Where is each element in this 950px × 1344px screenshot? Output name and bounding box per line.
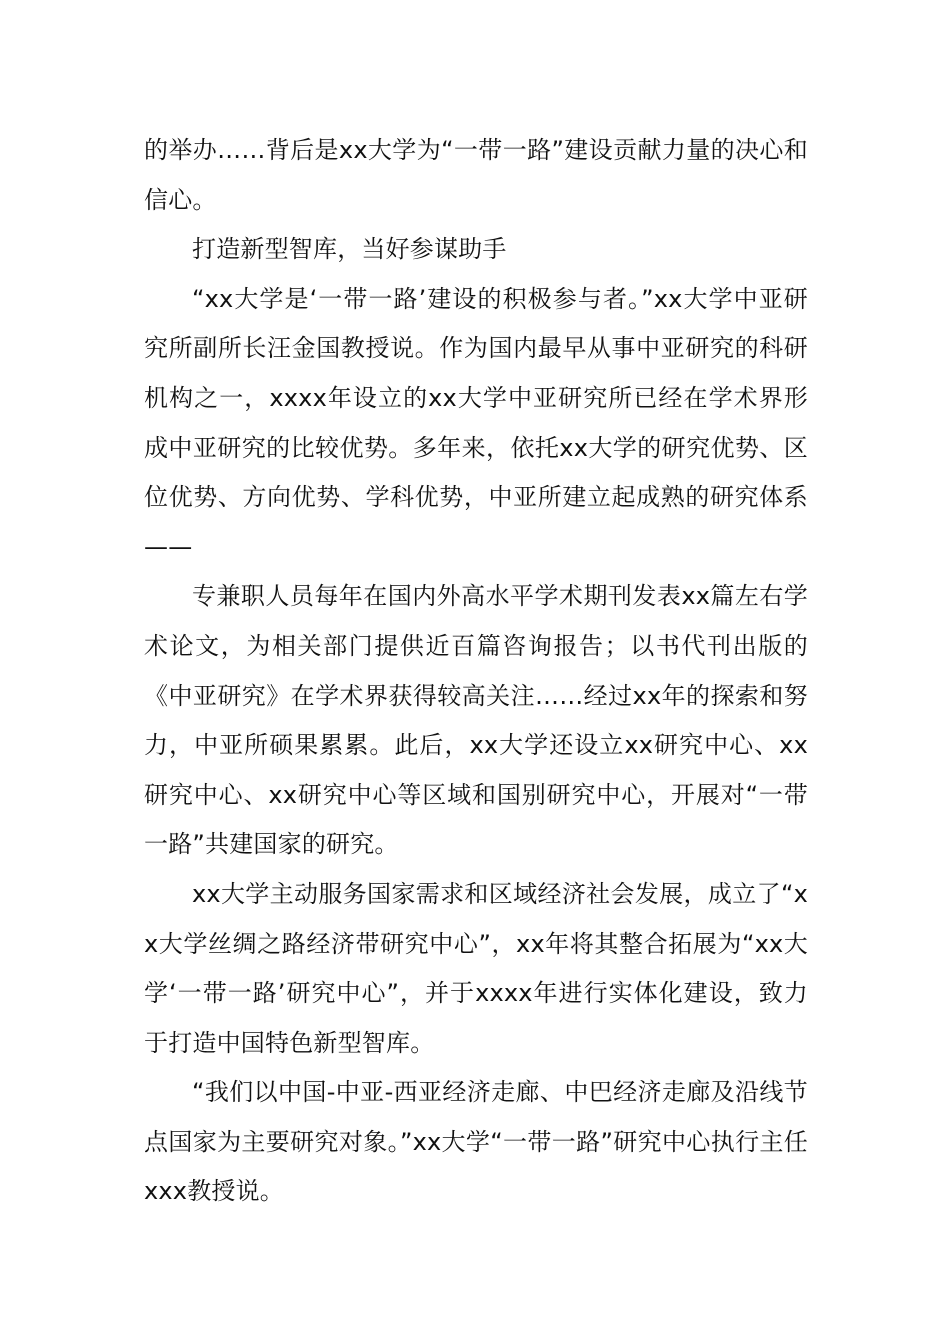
paragraph-quote: “我们以中国-中亚-西亚经济走廊、中巴经济走廊及沿线节点国家为主要研究对象。”xx大学“一带一路”研究中心执行主任xxx教授说。 — [144, 1078, 808, 1206]
paragraph-publications: 专兼职人员每年在国内外高水平学术期刊发表xx篇左右学术论文，为相关部门提供近百篇咨询报告；以书代刊出版的《中亚研究》在学术界获得较高关注……经过xx年的探索和努力，中亚所硕果累累。此后，xx大学还设立xx研究中心、xx研究中心、xx研究中心等区域和国别研究中心，开展对“一带一路”共建国家的研究。 — [144, 582, 808, 859]
paragraph-research-center: xx大学主动服务国家需求和区域经济社会发展，成立了“xx大学丝绸之路经济带研究中心”，xx年将其整合拓展为“xx大学‘一带一路’研究中心”，并于xxxx年进行实体化建设，致力于打造中国特色新型智库。 — [144, 879, 808, 1057]
paragraph-continuation: 的举办……背后是xx大学为“一带一路”建设贡献力量的决心和信心。 — [144, 136, 808, 214]
section-heading: 打造新型智库，当好参谋助手 — [192, 235, 507, 264]
document-body — [144, 126, 808, 1217]
paragraph-research-institute: “xx大学是‘一带一路’建设的积极参与者。”xx大学中亚研究所副所长汪金国教授说。作为国内最早从事中亚研究的科研机构之一，xxxx年设立的xx大学中亚研究所已经在学术界形成中亚研究的比较优势。多年来，依托xx大学的研究优势、区位优势、方向优势、学科优势，中亚所建立起成熟的研究体系—— — [144, 284, 808, 561]
